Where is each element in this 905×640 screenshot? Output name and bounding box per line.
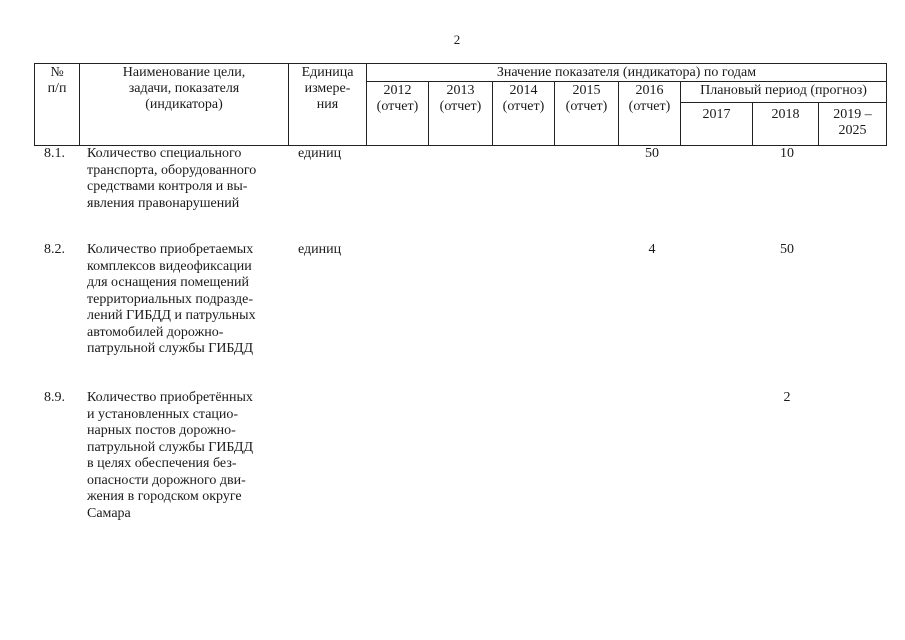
name-line: явления правонарушений — [87, 195, 240, 211]
name-line: автомобилей дорожно- — [87, 324, 224, 340]
year-note: (отчет) — [628, 99, 671, 114]
name-line: патрульной службы ГИБДД — [87, 439, 254, 455]
year-note: (отчет) — [502, 99, 545, 114]
row-unit: единиц — [298, 242, 342, 257]
header-num-line: № — [50, 65, 64, 80]
year-label: 2014 — [509, 83, 538, 98]
year-note: (отчет) — [376, 99, 419, 114]
name-line: Самара — [87, 505, 131, 521]
row-number: 8.9. — [44, 390, 65, 405]
header-name-line: (индикатора) — [145, 97, 223, 112]
header-unit-line: измере- — [304, 81, 351, 96]
year-label: 2013 — [446, 83, 475, 98]
name-line: лений ГИБДД и патрульных — [87, 308, 256, 323]
year-note: (отчет) — [439, 99, 482, 114]
name-line: Количество приобретаемых — [87, 242, 254, 257]
row-value-2018: 10 — [780, 146, 794, 161]
name-line: комплексов видеофиксации — [87, 258, 252, 274]
row-indicator-name — [87, 146, 281, 212]
header-plan-group: Плановый период (прогноз) — [681, 82, 887, 103]
plan-year-line: 2025 — [838, 123, 867, 138]
row-indicator-name — [87, 242, 281, 358]
row-indicator-name — [87, 390, 281, 522]
header-num-line: п/п — [47, 81, 67, 96]
year-note: (отчет) — [565, 99, 608, 114]
name-line: опасности дорожного дви- — [87, 472, 246, 488]
name-line: для оснащения помещений — [87, 275, 250, 290]
header-unit-line: Единица — [301, 65, 354, 80]
row-unit: единиц — [298, 146, 342, 161]
year-label: 2016 — [635, 83, 664, 98]
row-number: 8.2. — [44, 242, 65, 257]
header-values-group: Значение показателя (индикатора) по годам — [367, 64, 887, 82]
row-value-2018: 2 — [783, 390, 791, 405]
header-name-line: Наименование цели, — [122, 65, 246, 80]
name-line: Количество приобретённых — [87, 390, 253, 405]
year-label: 2015 — [572, 83, 601, 98]
name-line: в целях обеспечения без- — [87, 456, 237, 471]
name-line: патрульной службы ГИБДД — [87, 341, 254, 356]
header-plan-2018: 2018 — [753, 103, 819, 146]
header-unit-line: ния — [316, 97, 339, 112]
year-label: 2012 — [383, 83, 412, 98]
name-line: средствами контроля и вы- — [87, 179, 248, 194]
page-number: 2 — [453, 32, 461, 47]
name-line: нарных постов дорожно- — [87, 423, 236, 438]
plan-year-line: 2019 – — [833, 107, 872, 122]
header-name-line: задачи, показателя — [128, 81, 240, 96]
name-line: Количество специального — [87, 146, 242, 161]
header-plan-2017: 2017 — [681, 103, 753, 146]
name-line: территориальных подразде- — [87, 291, 254, 307]
row-number: 8.1. — [44, 146, 65, 161]
row-value-2016: 4 — [648, 242, 656, 257]
name-line: транспорта, оборудованного — [87, 162, 257, 178]
row-value-2016: 50 — [645, 146, 659, 161]
row-value-2018: 50 — [780, 242, 794, 257]
name-line: жения в городском округе — [87, 489, 242, 504]
name-line: и установленных стацио- — [87, 406, 239, 422]
